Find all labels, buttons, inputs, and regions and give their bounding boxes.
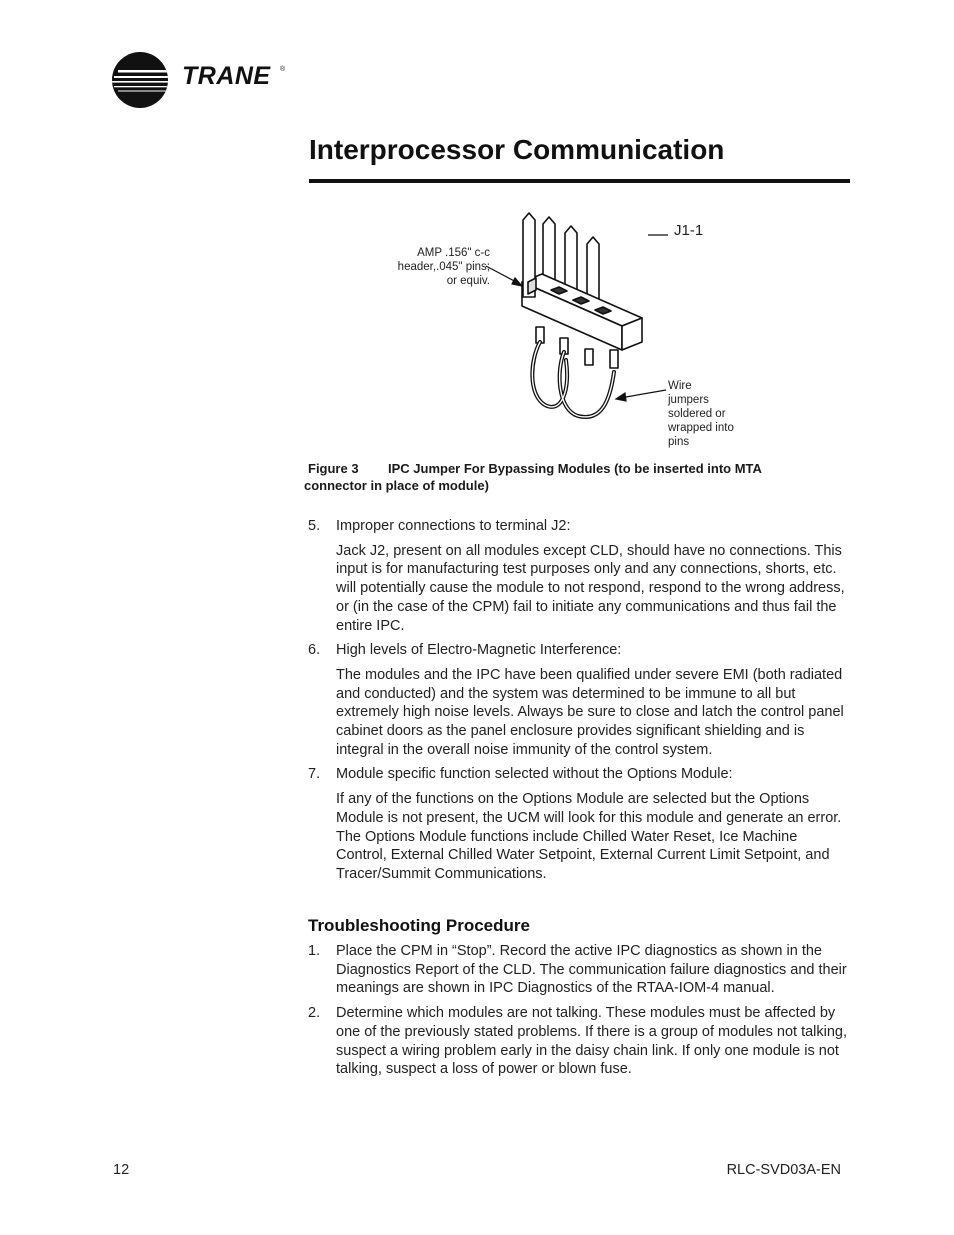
wire-label-line: wrapped into	[668, 422, 734, 434]
list-item	[308, 1004, 848, 1079]
figure-caption-text: IPC Jumper For Bypassing Modules (to be inserted into MTA connector in place of module)	[304, 461, 762, 493]
item-number: 1.	[308, 943, 321, 959]
header-label-line: AMP .156" c-c	[417, 247, 490, 259]
figure-number: Figure 3	[308, 461, 359, 476]
brand-name: TRANE	[182, 62, 271, 90]
wire-jumpers	[532, 342, 614, 417]
list-item	[308, 641, 848, 759]
header-label-line: or equiv.	[446, 275, 490, 287]
page-number: 12	[113, 1162, 130, 1178]
trane-logo	[110, 52, 290, 112]
header-label-line: header,.045" pins;	[397, 261, 490, 273]
item-number: 6.	[308, 642, 321, 659]
item-paragraph: Place the CPM in “Stop”. Record the active IPC diagnostics as shown in the Diagnostics Report of the CLD. The communication failure diagnostics and their meanings are shown in IPC Diagnostics of the RTAA-IOM-4 manual.	[336, 943, 847, 997]
item-heading: Improper connections to terminal J2:	[336, 518, 571, 534]
trane-globe-icon	[110, 52, 172, 112]
header-label	[380, 246, 490, 288]
item-number: 7.	[308, 766, 321, 783]
item-paragraph: If any of the functions on the Options Module are selected but the Options Module is not present, the UCM will look for this module and generate an error. The Options Module functions include Chilled Water Reset, Ice Machine Control, External Chilled Water Setpoint, External Current Limit Setpoint, and Tracer/Summit Communications.	[336, 791, 842, 882]
page-title: Interprocessor Communication	[309, 134, 725, 165]
document-id: RLC-SVD03A-EN	[726, 1162, 841, 1178]
wire-label-line: pins	[668, 436, 690, 448]
item-number: 5.	[308, 518, 321, 534]
wire-label	[668, 379, 758, 449]
title-rule	[309, 179, 850, 183]
item-paragraph: Jack J2, present on all modules except CLD, should have no connections. This input is for manufacturing test purposes only and any connections, shorts, etc. will potentially cause the module to not respond, respond to the wrong address, or (in the case of the CPM) fail to initiate any communications and thus fail the entire IPC.	[336, 542, 845, 634]
item-paragraph: Determine which modules are not talking. These modules must be affected by one of the previously stated problems. If there is a group of modules not talking, suspect a wiring problem early in the daisy chain link. If only one module is not talking, suspect a loss of power or blown fuse.	[336, 1005, 848, 1078]
problem-list	[308, 517, 848, 884]
list-item	[308, 765, 848, 883]
ipc-jumper-diagram	[380, 200, 680, 460]
item-heading: Module specific function selected without the Options Module:	[336, 766, 733, 783]
section-heading: Troubleshooting Procedure	[308, 916, 530, 935]
procedure-list	[308, 942, 848, 1079]
j1-label: J1-1	[674, 222, 704, 239]
item-heading: High levels of Electro-Magnetic Interference:	[336, 642, 622, 659]
wire-label-line: jumpers	[668, 394, 709, 406]
item-number: 2.	[308, 1005, 321, 1022]
figure-caption	[304, 460, 804, 494]
item-paragraph: The modules and the IPC have been qualified under severe EMI (both radiated and conducted) and the system was determined to be immune to all but extremely high noise levels. Always be sure to close and latch the control panel cabinet doors as the panel enclosure provides significant shielding and is integral in the overall noise immunity of the control system.	[336, 666, 844, 758]
list-item	[308, 517, 848, 635]
list-item	[308, 942, 848, 998]
registered-mark: ®	[280, 66, 286, 73]
wire-label-line: Wire	[668, 380, 692, 392]
wire-label-line: soldered or	[668, 408, 726, 420]
